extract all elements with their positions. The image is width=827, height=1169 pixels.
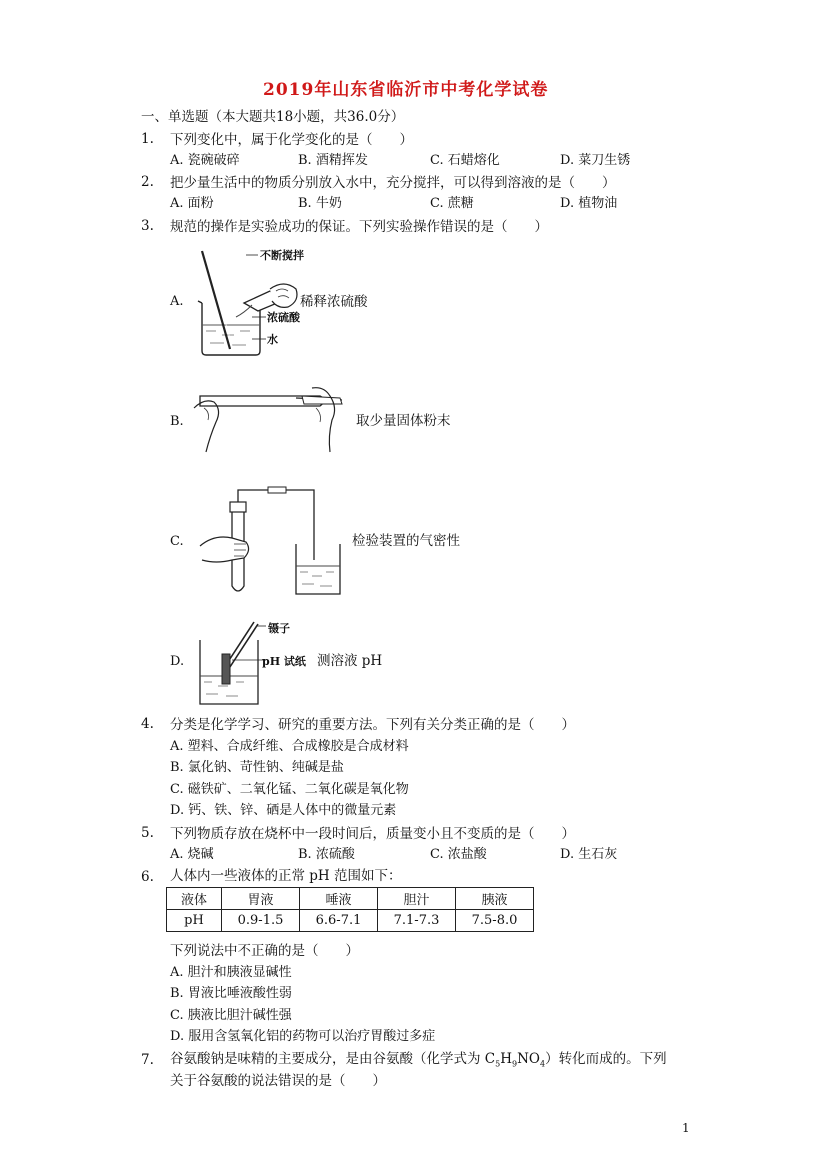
option-b: B. <box>170 414 184 429</box>
option-d: D. 服用含氢氧化铝的药物可以治疗胃酸过多症 <box>170 1029 436 1044</box>
table-header-cell: 唾液 <box>300 888 378 910</box>
option-a: A. 面粉 <box>170 196 214 211</box>
subscript: 9 <box>512 1059 518 1069</box>
caption-c: 检验装置的气密性 <box>352 533 460 549</box>
question-stem-line2: 关于谷氨酸的说法错误的是（ ） <box>170 1073 386 1089</box>
option-b: B. 牛奶 <box>298 196 342 211</box>
figure-ph-test <box>196 614 266 710</box>
option-d: D. 菜刀生锈 <box>560 153 631 168</box>
question-number: 2. <box>141 174 154 190</box>
option-a: A. 塑料、合成纤维、合成橡胶是合成材料 <box>170 739 409 754</box>
question-stem: 分类是化学学习、研究的重要方法。下列有关分类正确的是（ ） <box>170 717 575 733</box>
table-row <box>167 910 534 932</box>
figure-airtightness <box>196 486 346 598</box>
option-a: A. <box>170 294 184 309</box>
option-a: A. 胆汁和胰液显碱性 <box>170 965 292 980</box>
formula-part: H <box>500 1051 512 1067</box>
caption-a: 稀释浓硫酸 <box>300 294 368 310</box>
question-stem: 下列变化中，属于化学变化的是（ ） <box>170 132 413 148</box>
label-tweezers: 镊子 <box>268 622 290 635</box>
caption-d: 测溶液 pH <box>317 653 383 669</box>
option-d: D. 钙、铁、锌、硒是人体中的微量元素 <box>170 803 397 818</box>
question-stem: 人体内一些液体的正常 pH 范围如下： <box>170 868 402 884</box>
question-number: 5. <box>141 825 154 841</box>
table-cell: pH <box>167 910 222 932</box>
stem-text: 谷氨酸钠是味精的主要成分，是由谷氨酸（化学式为 C <box>170 1051 496 1067</box>
option-d: D. 生石灰 <box>560 847 618 862</box>
label-water: 水 <box>267 333 278 346</box>
page-number: 1 <box>682 1121 690 1135</box>
option-c: C. <box>170 534 184 549</box>
option-b: B. 胃液比唾液酸性弱 <box>170 986 292 1001</box>
table-cell: 7.5-8.0 <box>456 910 534 932</box>
option-a: A. 瓷碗破碎 <box>170 153 240 168</box>
option-b: B. 酒精挥发 <box>298 153 368 168</box>
option-c: C. 石蜡熔化 <box>430 153 500 168</box>
subscript: 5 <box>495 1059 501 1069</box>
table-cell: 7.1-7.3 <box>378 910 456 932</box>
question-stem <box>170 1050 667 1074</box>
label-acid: 浓硫酸 <box>267 311 300 324</box>
table-cell: 0.9-1.5 <box>222 910 300 932</box>
caption-b: 取少量固体粉末 <box>356 413 451 429</box>
table-header-cell: 液体 <box>167 888 222 910</box>
table-header-cell: 胆汁 <box>378 888 456 910</box>
section-header: 一、单选题（本大题共18小题，共36.0分） <box>141 109 405 125</box>
ph-table <box>166 887 534 932</box>
figure-solid-powder <box>192 378 352 456</box>
table-header-cell: 胰液 <box>456 888 534 910</box>
subscript: 4 <box>539 1059 546 1069</box>
option-d: D. <box>170 654 185 669</box>
option-b: B. 浓硫酸 <box>298 847 355 862</box>
formula-part: NO <box>517 1051 540 1067</box>
option-c: C. 蔗糖 <box>430 196 474 211</box>
question-number: 6. <box>141 869 154 885</box>
question-stem: 把少量生活中的物质分别放入水中，充分搅拌，可以得到溶液的是（ ） <box>170 175 616 191</box>
option-b: B. 氯化钠、苛性钠、纯碱是盐 <box>170 760 344 775</box>
page-title: 2019年山东省临沂市中考化学试卷 <box>263 80 549 100</box>
label-stir: 不断搅拌 <box>260 249 304 262</box>
stem-text: ）转化而成的。下列 <box>545 1051 667 1067</box>
option-a: A. 烧碱 <box>170 847 214 862</box>
table-row <box>167 888 534 910</box>
question-number: 4. <box>141 716 154 732</box>
question-number: 1. <box>141 131 154 147</box>
option-c: C. 磁铁矿、二氧化锰、二氧化碳是氧化物 <box>170 782 409 797</box>
question-number: 3. <box>141 218 154 234</box>
question-stem: 下列物质存放在烧杯中一段时间后，质量变小且不变质的是（ ） <box>170 826 575 842</box>
label-ph-paper: pH 试纸 <box>262 655 306 668</box>
question-sub-stem: 下列说法中不正确的是（ ） <box>170 943 359 959</box>
option-d: D. 植物油 <box>560 196 618 211</box>
question-stem: 规范的操作是实验成功的保证。下列实验操作错误的是（ ） <box>170 219 548 235</box>
table-cell: 6.6-7.1 <box>300 910 378 932</box>
table-header-cell: 胃液 <box>222 888 300 910</box>
option-c: C. 浓盐酸 <box>430 847 487 862</box>
option-c: C. 胰液比胆汁碱性强 <box>170 1008 292 1023</box>
question-number: 7. <box>141 1052 154 1068</box>
